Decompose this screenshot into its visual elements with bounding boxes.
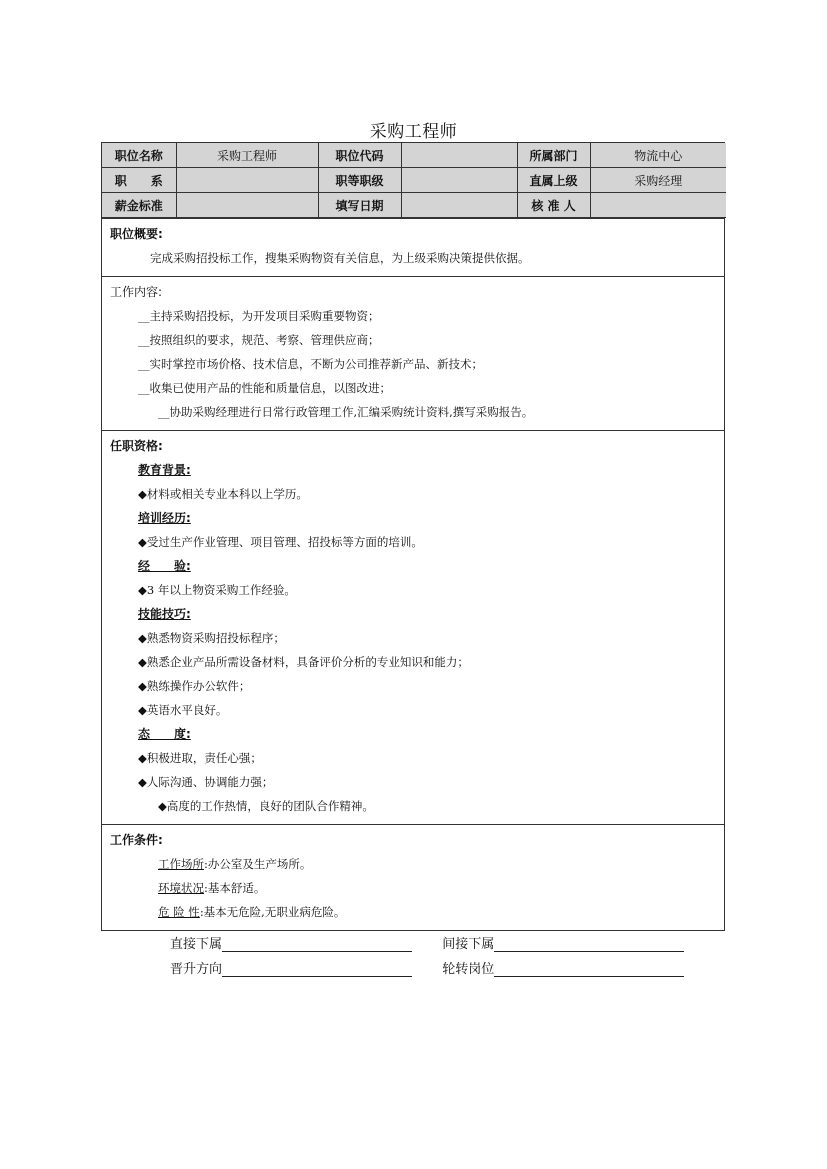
condition-key: 危 险 性 [158, 905, 200, 919]
section-title: 职位概要: [110, 227, 163, 241]
duty-item: __主持采购招投标，为开发项目采购重要物资； [138, 309, 380, 323]
header-row [102, 143, 726, 168]
value-position-code [401, 143, 517, 168]
value-position-name: 采购工程师 [176, 143, 318, 168]
header-row [102, 168, 726, 193]
section-title: 工作条件: [110, 833, 163, 847]
condition-value: :基本无危险,无职业病危险。 [199, 905, 346, 919]
header-table [102, 143, 726, 218]
condition-item [110, 852, 716, 876]
duty-item: __收集已使用产品的性能和质量信息，以图改进； [138, 381, 391, 395]
value-salary [176, 193, 318, 218]
rotation-field[interactable] [494, 962, 684, 977]
job-description-form [101, 142, 725, 931]
section-title: 任职资格: [110, 439, 163, 453]
duty-item: __协助采购经理进行日常行政管理工作,汇编采购统计资料,撰写采购报告。 [158, 405, 534, 419]
indirect-subordinate-label: 间接下属 [442, 937, 495, 952]
header-row [102, 193, 726, 218]
section-qualifications [102, 430, 724, 824]
direct-subordinate-label: 直接下属 [170, 937, 223, 952]
page-title: 采购工程师 [369, 122, 458, 142]
label-job-family: 职 系 [102, 168, 176, 193]
label-position-code: 职位代码 [318, 143, 401, 168]
value-job-family [176, 168, 318, 193]
subheading-education: 教育背景: [138, 463, 191, 477]
overview-text: 完成采购招投标工作，搜集采购物资有关信息，为上级采购决策提供依据。 [150, 251, 530, 265]
section-duties [102, 276, 724, 430]
label-supervisor: 直属上级 [517, 168, 590, 193]
promotion-field[interactable] [222, 962, 412, 977]
list-item: ◆积极进取，责任心强； [138, 751, 262, 765]
value-fill-date [401, 193, 517, 218]
rotation-label: 轮转岗位 [442, 962, 495, 977]
value-approver [590, 193, 726, 218]
section-title: 工作内容: [110, 285, 163, 299]
duty-item: __按照组织的要求，规范、考察、管理供应商； [138, 333, 380, 347]
subheading-training: 培训经历: [138, 511, 191, 525]
list-item: ◆熟悉物资采购招投标程序； [138, 631, 285, 645]
list-item: ◆熟练操作办公软件； [138, 679, 251, 693]
indirect-subordinate-field[interactable] [494, 937, 684, 952]
list-item: ◆英语水平良好。 [138, 703, 228, 717]
label-approver: 核 准 人 [517, 193, 590, 218]
list-item: ◆材料或相关专业本科以上学历。 [138, 487, 308, 501]
subheading-experience: 经 验: [138, 559, 191, 573]
duty-item: __实时掌控市场价格、技术信息，不断为公司推荐新产品、新技术； [138, 357, 483, 371]
list-item: ◆高度的工作热情，良好的团队合作精神。 [158, 799, 374, 813]
section-overview [102, 218, 724, 276]
value-department: 物流中心 [590, 143, 726, 168]
list-item: ◆熟悉企业产品所需设备材料，具备评价分析的专业知识和能力； [138, 655, 469, 669]
list-item: ◆3 年以上物资采购工作经验。 [138, 583, 296, 597]
value-job-grade [401, 168, 517, 193]
label-fill-date: 填写日期 [318, 193, 401, 218]
list-item: ◆受过生产作业管理、项目管理、招投标等方面的培训。 [138, 535, 423, 549]
label-position-name: 职位名称 [102, 143, 176, 168]
direct-subordinate-field[interactable] [222, 937, 412, 952]
label-salary: 薪金标准 [102, 193, 176, 218]
footer-line-2 [170, 958, 684, 977]
condition-value: :办公室及生产场所。 [204, 857, 312, 871]
condition-value: :基本舒适。 [204, 881, 266, 895]
condition-item [110, 900, 716, 924]
list-item: ◆人际沟通、协调能力强； [138, 775, 274, 789]
condition-key: 工作场所 [158, 857, 204, 871]
promotion-label: 晋升方向 [170, 962, 223, 977]
value-supervisor: 采购经理 [590, 168, 726, 193]
condition-item [110, 876, 716, 900]
footer-line-1 [170, 933, 684, 952]
label-job-grade: 职等职级 [318, 168, 401, 193]
label-department: 所属部门 [517, 143, 590, 168]
section-conditions [102, 824, 724, 930]
subheading-skills: 技能技巧: [138, 607, 191, 621]
subheading-attitude: 态 度: [138, 727, 191, 741]
condition-key: 环境状况 [158, 881, 204, 895]
